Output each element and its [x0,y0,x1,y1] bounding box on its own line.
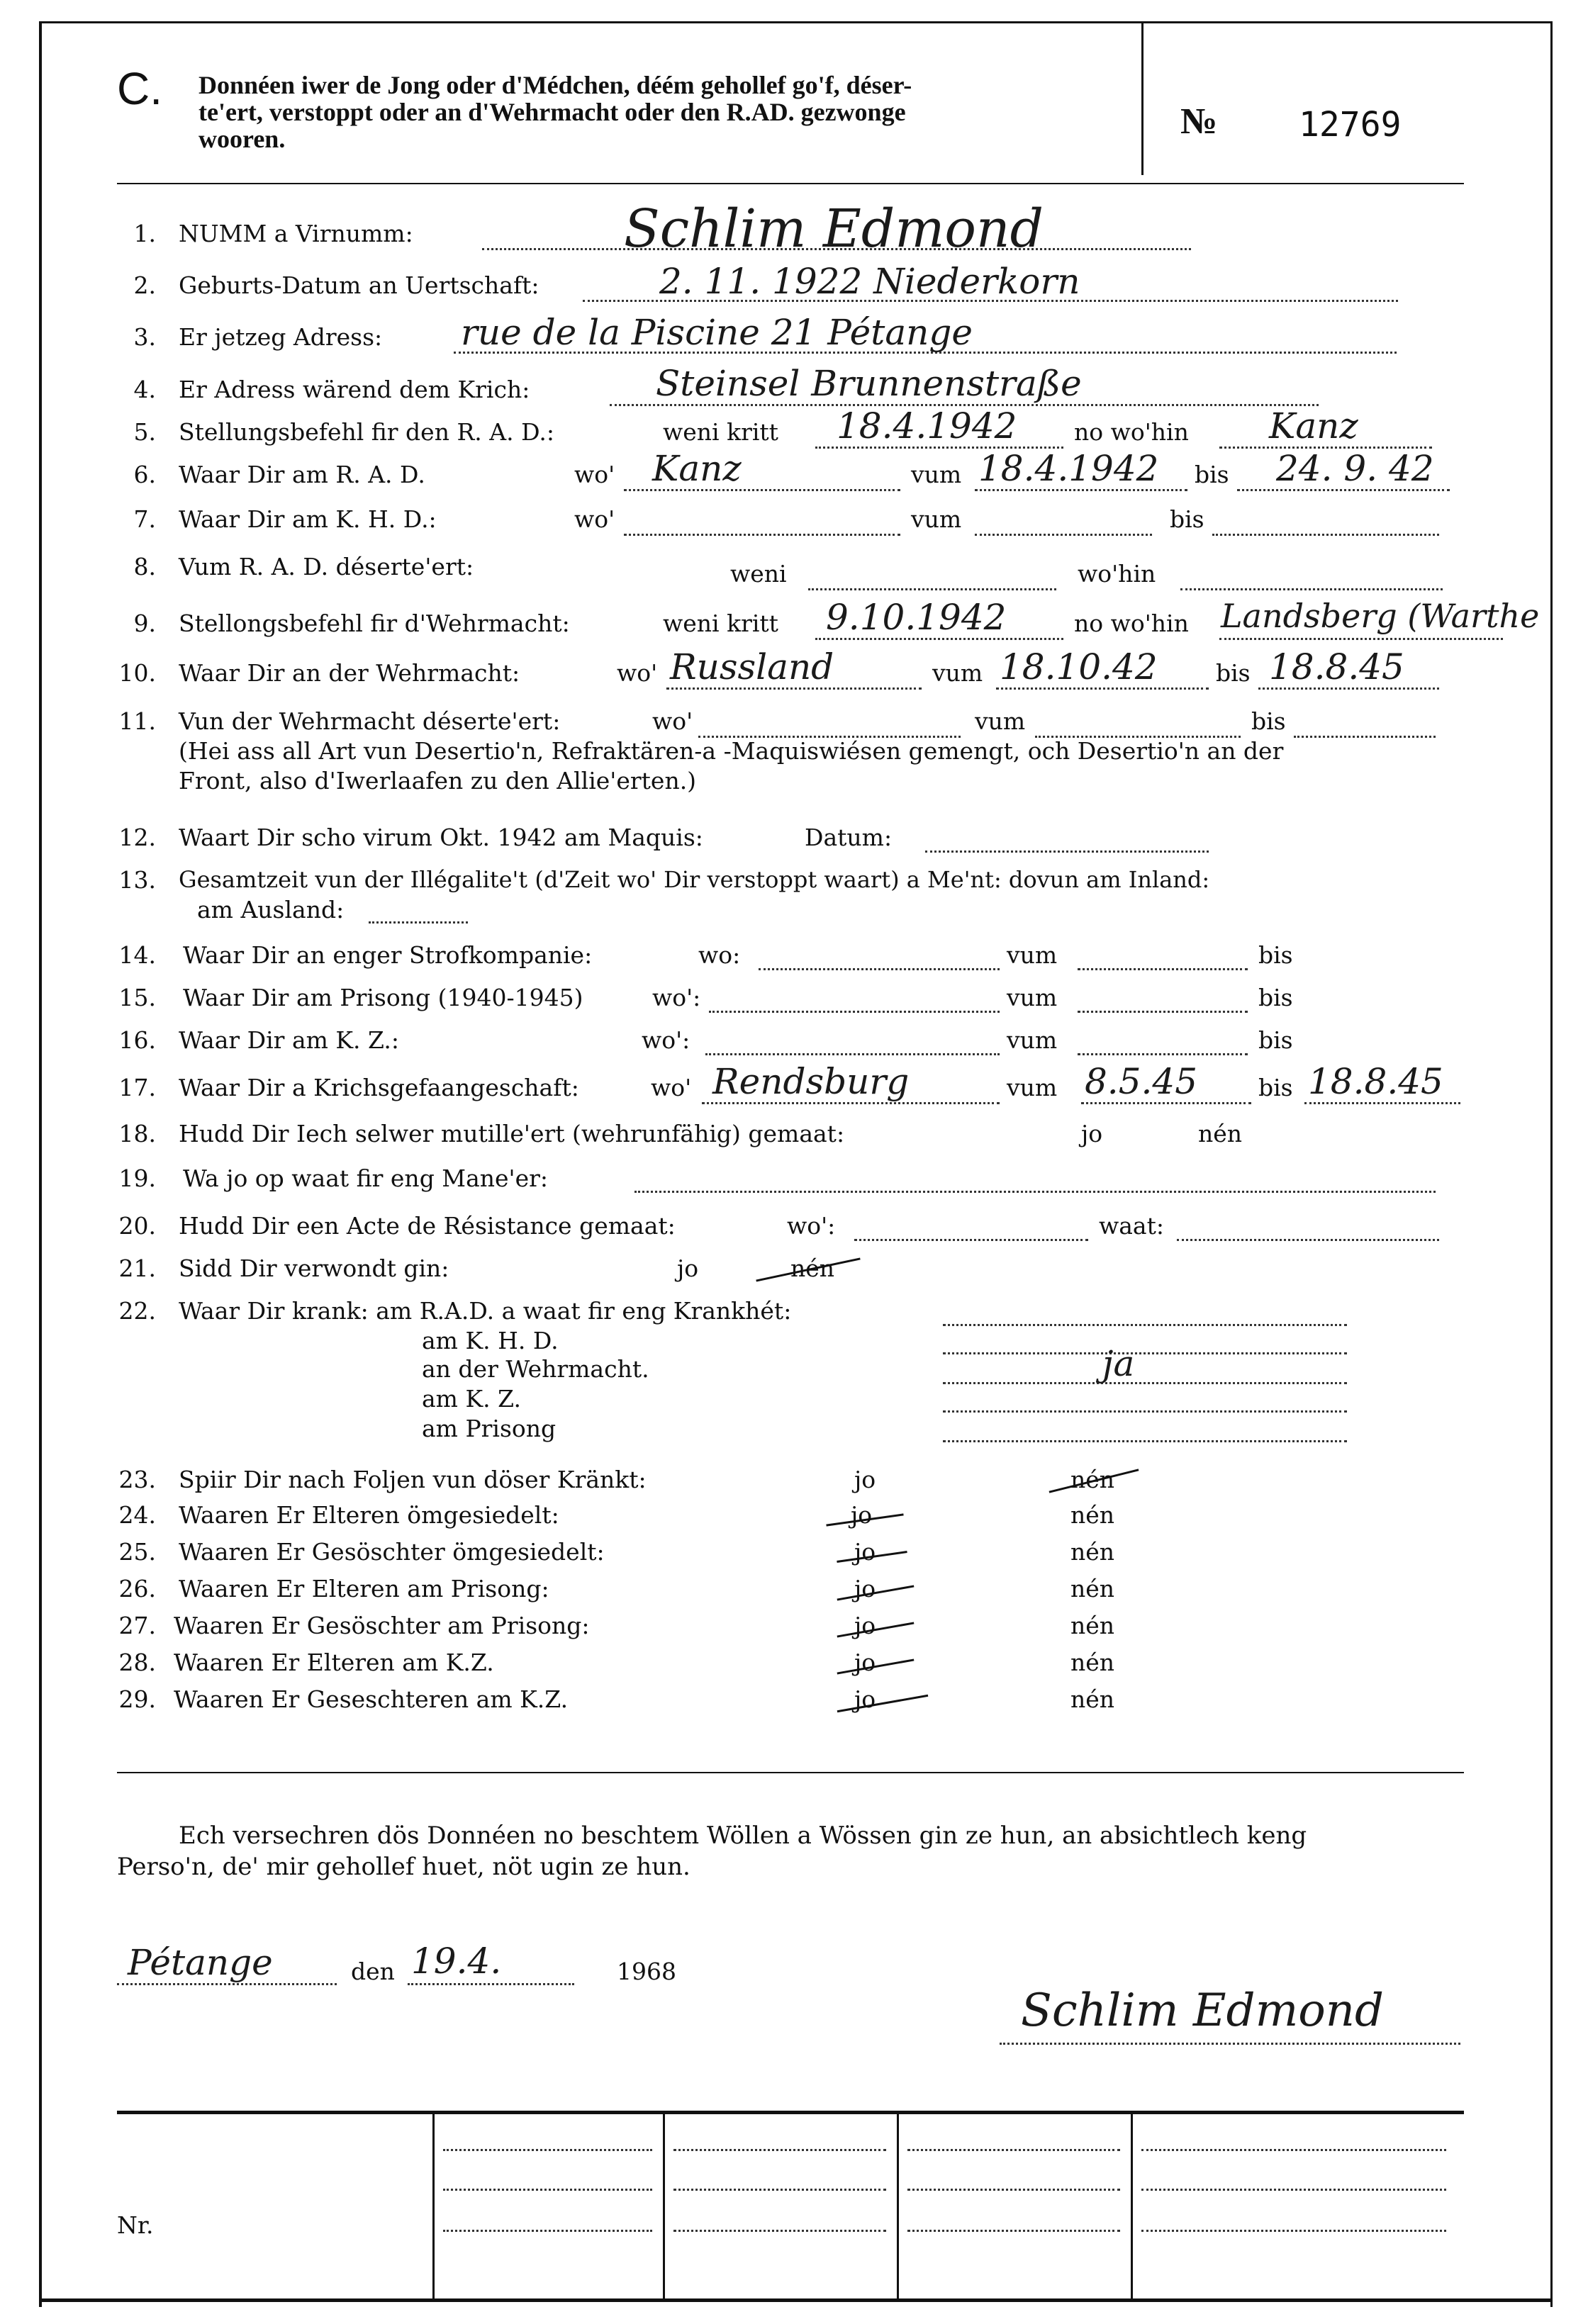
fill-line [943,1440,1347,1442]
fill-line [1078,1053,1248,1055]
header-title-line-3: wooren. [198,125,286,153]
option-yes: jo [854,1575,876,1602]
row-label: Hudd Dir een Acte de Résistance gemaat: [179,1212,676,1240]
year-label: 1968 [617,1958,676,1985]
row-number: 29. [118,1685,156,1713]
option-yes: jo [677,1254,699,1282]
row-sublabel: bis [1216,659,1251,687]
option-yes: jo [851,1501,873,1529]
fill-line [705,1053,1000,1055]
fill-line [624,489,900,491]
fill-line [1219,638,1503,640]
option-no: nén [1070,1612,1115,1639]
section-letter: C. [117,63,162,114]
row-sublabel: vum [911,505,962,533]
table-col-divider [432,2112,435,2300]
fill-line [673,2189,886,2191]
row-sublabel: wo' [617,659,658,687]
option-yes: jo [854,1466,876,1493]
fill-line [943,1324,1347,1326]
header-title-line-1: Donnéen iwer de Jong oder d'Médchen, déém gehollef go'f, déser- [198,71,912,99]
row-sublabel: waat: [1099,1212,1164,1240]
fill-line [907,2230,1120,2232]
row-sublabel: bis [1258,941,1293,969]
hw-rad-order-date: 18.4.1942 [837,405,1017,447]
fill-line [1180,588,1443,590]
row-label: Vun der Wehrmacht déserte'ert: [179,707,561,735]
row-sublabel: wo': [652,984,701,1011]
fill-line [943,1352,1347,1354]
row-label: Gesamtzeit vun der Illégalite't (d'Zeit wo' Dir verstoppt waart) a Me'nt: dovun am Inland: [179,866,1210,893]
hw-birth: 2. 11. 1922 Niederkorn [659,261,1080,302]
hw-rad-where: Kanz [652,448,742,489]
row-number: 25. [118,1538,156,1566]
option-no: nén [1070,1649,1115,1676]
row-number: 21. [118,1254,156,1282]
hw-place: Pétange [128,1942,273,1983]
row-label: NUMM a Virnumm: [179,220,413,247]
row-number: 24. [118,1501,156,1529]
hw-pow-from: 8.5.45 [1085,1061,1198,1102]
option-no: nén [790,1254,835,1282]
row-number: 3. [133,323,156,351]
row-sublabel: wo' [652,707,693,735]
fill-line [443,2149,652,2151]
fill-line [1078,968,1248,970]
fill-line [1294,736,1436,738]
row-22-sub: am K. H. D. [422,1327,559,1354]
row-label: Waar Dir an der Wehrmacht: [179,659,520,687]
row-sublabel: bis [1258,1074,1293,1101]
row-sublabel: weni kritt [663,418,778,446]
option-yes: jo [1081,1120,1103,1147]
row-number: 20. [118,1212,156,1240]
number-label: № [1180,101,1218,142]
row-sublabel: Datum: [805,824,893,851]
row-number: 18. [118,1120,156,1147]
hw-pow-where: Rendsburg [712,1061,910,1102]
row-label: Waaren Er Gesöschter am Prisong: [174,1612,590,1639]
row-label: Waart Dir scho virum Okt. 1942 am Maquis: [179,824,703,851]
row-sublabel: weni [730,560,787,588]
fill-line [996,687,1209,690]
row-sublabel: bis [1258,984,1293,1011]
hw-rad-order-place: Kanz [1269,405,1358,447]
row-label: Er jetzeg Adress: [179,323,383,351]
row-sublabel: wo' [651,1074,692,1101]
table-top-line [117,2111,1464,2114]
row-number: 16. [118,1026,156,1054]
fill-line [666,687,922,690]
fill-line [1141,2230,1446,2232]
hw-date: 19.4. [411,1941,502,1982]
row-number: 17. [118,1074,156,1101]
row-label: Waaren Er Gesöschter ömgesiedelt: [179,1538,605,1566]
declaration-line-2: Perso'n, de' mir gehollef huet, nöt ugin ze hun. [117,1853,690,1881]
row-sublabel: vum [975,707,1026,735]
nr-label: Nr. [117,2211,154,2239]
header-divider [1141,23,1144,175]
fill-line [1141,2189,1446,2191]
option-no: nén [1070,1466,1115,1493]
fill-line [943,1410,1347,1413]
row-label: Geburts-Datum an Uertschaft: [179,271,539,299]
row-label: Stellungsbefehl fir den R. A. D.: [179,418,554,446]
row-number: 22. [118,1297,156,1325]
row-label: Waaren Er Elteren ömgesiedelt: [179,1501,559,1529]
table-col-divider [897,2112,899,2300]
fill-line [702,1102,1000,1104]
row-number: 9. [133,610,156,637]
fill-line [1081,1102,1251,1104]
row-22-sub: am Prisong [422,1415,557,1442]
row-number: 7. [133,505,156,533]
row-number: 13. [118,866,156,894]
hw-war-address: Steinsel Brunnenstraße [656,363,1082,404]
fill-line [443,2189,652,2191]
row-number: 28. [118,1649,156,1676]
option-no: nén [1198,1120,1243,1147]
row-sublabel: bis [1170,505,1204,533]
fill-line [369,921,468,924]
row-label: Hudd Dir Iech selwer mutille'ert (wehrunfähig) gemaat: [179,1120,845,1147]
row-sublabel: vum [1007,984,1058,1011]
fill-line [1078,1011,1248,1013]
row-label: Waaren Er Geseschteren am K.Z. [174,1685,569,1713]
row-sublabel: vum [911,461,962,488]
row-number: 6. [133,461,156,488]
row-number: 23. [118,1466,156,1493]
row-sublabel: vum [1007,941,1058,969]
row-number: 1. [133,220,156,247]
table-col-divider [663,2112,665,2300]
option-no: nén [1070,1538,1115,1566]
hw-ill-wehrmacht: ja [1102,1343,1135,1384]
row-sublabel: wo' [574,461,615,488]
header-underline [117,183,1464,184]
row-sublabel: weni kritt [663,610,778,637]
row-label: Waar Dir am K. H. D.: [179,505,437,533]
fill-line [673,2149,886,2151]
hw-wm-from: 18.10.42 [1000,646,1158,687]
row-sublabel: no wo'hin [1074,418,1189,446]
row-number: 15. [118,984,156,1011]
row-number: 27. [118,1612,156,1639]
hw-wm-where: Russland [670,646,834,687]
option-no: nén [1070,1685,1115,1713]
row-label: Vum R. A. D. déserte'ert: [179,553,474,580]
row-sublabel: no wo'hin [1074,610,1189,637]
fill-line [975,489,1187,491]
fill-line [634,1191,1436,1193]
fill-line [759,968,1000,970]
fill-line [117,1983,337,1985]
row-sublabel: bis [1258,1026,1293,1054]
fill-line [1258,687,1439,690]
row-label: Waaren Er Elteren am K.Z. [174,1649,494,1676]
row-sublabel: wo: [698,941,741,969]
hw-pow-to: 18.8.45 [1308,1061,1443,1102]
row-sublabel: vum [932,659,983,687]
signature-line [1000,2043,1460,2045]
fill-line [673,2230,886,2232]
row-13-continuation: am Ausland: [197,896,345,924]
fill-line [943,1382,1347,1384]
hw-wm-order-date: 9.10.1942 [826,597,1007,638]
row-22-sub: an der Wehrmacht. [422,1355,649,1383]
row-11-note-line-1: (Hei ass all Art vun Desertio'n, Refraktären-a -Maquiswiésen gemengt, och Desertio'n an der [179,737,1284,765]
row-sublabel: wo': [642,1026,690,1054]
row-label: Er Adress wärend dem Krich: [179,376,530,403]
row-number: 14. [118,941,156,969]
frame-bottom-border [39,2298,1553,2302]
fill-line [907,2149,1120,2151]
row-number: 8. [133,553,156,580]
row-sublabel: wo' [574,505,615,533]
option-yes: jo [854,1612,876,1639]
row-number: 19. [118,1164,156,1192]
fill-line [975,534,1152,536]
table-col-divider [1131,2112,1133,2300]
separator-line [117,1772,1464,1773]
row-label: Waar Dir am R. A. D. [179,461,425,488]
fill-line [709,1011,1000,1013]
row-sublabel: wo'hin [1078,560,1156,588]
option-no: nén [1070,1501,1115,1529]
hw-rad-to: 24. 9. 42 [1276,448,1434,489]
row-label: Sidd Dir verwondt gin: [179,1254,449,1282]
row-label: Waar Dir am Prisong (1940-1945) [183,984,583,1011]
row-label: Waaren Er Elteren am Prisong: [179,1575,549,1602]
den-label: den [351,1958,395,1985]
declaration-line-1: Ech versechren dös Donnéen no beschtem Wöllen a Wössen gin ze hun, an absichtlech keng [179,1821,1307,1850]
hw-signature: Schlim Edmond [1021,1985,1384,2037]
row-sublabel: vum [1007,1074,1058,1101]
option-no: nén [1070,1575,1115,1602]
row-sublabel: bis [1251,707,1286,735]
row-11-note-line-2: Front, also d'Iwerlaafen zu den Allie'erten.) [179,767,697,795]
fill-line [925,851,1209,853]
fill-line [1177,1239,1439,1241]
fill-line [1237,489,1450,491]
fill-line [907,2189,1120,2191]
row-label: Waar Dir a Krichsgefaangeschaft: [179,1074,579,1101]
row-number: 5. [133,418,156,446]
header-title-line-2: te'ert, verstoppt oder an d'Wehrmacht oder den R.AD. gezwonge [198,98,906,126]
option-yes: jo [854,1685,876,1713]
hw-wm-to: 18.8.45 [1269,646,1404,687]
hw-name: Schlim Edmond [624,198,1044,259]
row-number: 10. [118,659,156,687]
fill-line [815,638,1063,640]
row-22-sub: am K. Z. [422,1385,521,1413]
row-label: Spiir Dir nach Foljen vun döser Kränkt: [179,1466,647,1493]
row-number: 4. [133,376,156,403]
row-number: 2. [133,271,156,299]
option-yes: jo [854,1538,876,1566]
hw-wm-order-place: Landsberg (Warthe [1221,597,1540,635]
row-number: 11. [118,707,156,735]
row-label: Wa jo op waat fir eng Mane'er: [183,1164,549,1192]
fill-line [624,534,900,536]
hw-rad-from: 18.4.1942 [978,448,1159,489]
row-number: 26. [118,1575,156,1602]
row-label: Waar Dir am K. Z.: [179,1026,399,1054]
form-number: 12769 [1299,105,1402,145]
row-sublabel: vum [1007,1026,1058,1054]
row-sublabel: bis [1195,461,1229,488]
fill-line [1304,1102,1460,1104]
fill-line [408,1983,574,1985]
fill-line [1141,2149,1446,2151]
fill-line [1212,534,1439,536]
fill-line [854,1239,1088,1241]
row-number: 12. [118,824,156,851]
fill-line [443,2230,652,2232]
row-label: Stellongsbefehl fir d'Wehrmacht: [179,610,570,637]
row-label: Waar Dir an enger Strofkompanie: [183,941,593,969]
option-yes: jo [854,1649,876,1676]
row-label: Waar Dir krank: am R.A.D. a waat fir eng Krankhét: [179,1297,792,1325]
fill-line [808,588,1056,590]
hw-address: rue de la Piscine 21 Pétange [461,312,973,353]
row-sublabel: wo': [787,1212,836,1240]
